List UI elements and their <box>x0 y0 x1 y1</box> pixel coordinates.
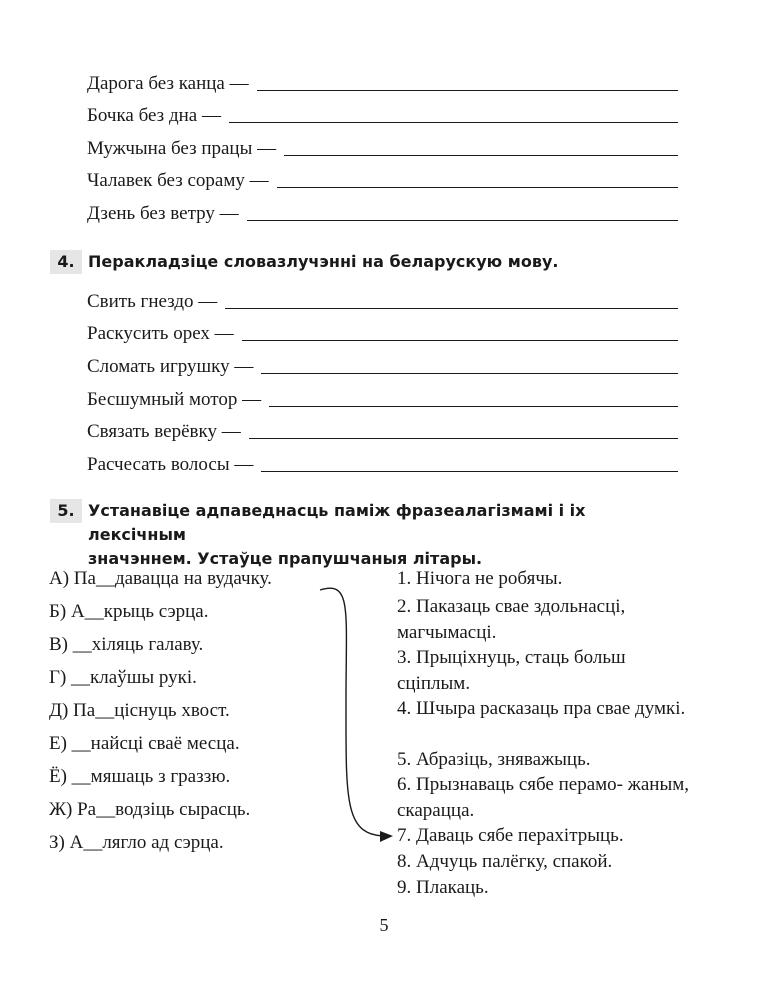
task-number: 4. <box>50 250 82 274</box>
meaning-item: 3. Прыціхнуць, стаць больш сціплым. <box>397 647 626 694</box>
phrase-text: Бочка без дна — <box>87 105 221 126</box>
phraseologism-item: Е) __найсці сваё месца. <box>49 733 240 754</box>
phrase-text: Раскусить орех — <box>87 323 234 344</box>
meaning-item: 6. Прызнаваць сябе перамо- жаным, скарацца. <box>397 774 690 821</box>
phraseologism-item: В) __хіляць галаву. <box>49 634 204 655</box>
phraseologism-item: Г) __клаўшы рукі. <box>49 667 197 688</box>
meaning-item: 1. Нічога не робячы. <box>397 568 563 589</box>
meaning-item: 9. Плакаць. <box>397 877 489 898</box>
meaning-item: 5. Абразіць, зняважыць. <box>397 749 591 770</box>
task-number: 5. <box>50 499 82 523</box>
phraseologism-item: З) А__лягло ад сэрца. <box>49 832 224 853</box>
phrase-text: Связать верёвку — <box>87 421 241 442</box>
phrase-text: Бесшумный мотор — <box>87 389 262 410</box>
task-instruction-line1: Устанавіце адпаведнасць паміж фразеалагізмамі і іх лексічным <box>88 501 586 544</box>
phrase-text: Расчесать волосы — <box>87 454 254 475</box>
phrase-text: Дзень без ветру — <box>87 203 239 224</box>
meaning-item: 7. Даваць сябе перахітрыць. <box>397 825 624 846</box>
phrase-text: Сломать игрушку — <box>87 356 254 377</box>
phraseologism-item: Б) А__крыць сэрца. <box>49 601 209 622</box>
phraseologism-item: А) Па__давацца на вудачку. <box>49 568 272 589</box>
task-instruction-line2: значэннем. Устаўце прапушчаныя літары. <box>88 549 483 568</box>
task-instruction: Перакладзіце словазлучэнні на беларускую мову. <box>88 252 559 271</box>
phrase-text: Чалавек без сораму — <box>87 170 269 191</box>
phraseologism-item: Д) Па__ціснуць хвост. <box>49 700 230 721</box>
page-number: 5 <box>379 915 389 935</box>
phrase-text: Дарога без канца — <box>87 73 249 94</box>
phraseologism-item: Ё) __мяшаць з граззю. <box>49 766 231 787</box>
phrase-text: Свить гнездо — <box>87 291 218 312</box>
phraseologism-item: Ж) Ра__водзіць сырасць. <box>49 799 251 820</box>
meaning-item: 4. Шчыра расказаць пра свае думкі. <box>397 698 686 719</box>
meaning-item: 8. Адчуць палёгку, спакой. <box>397 851 613 872</box>
meaning-item: 2. Паказаць свае здольнасці, магчымасці. <box>397 596 626 643</box>
phrase-text: Мужчына без працы — <box>87 138 277 159</box>
